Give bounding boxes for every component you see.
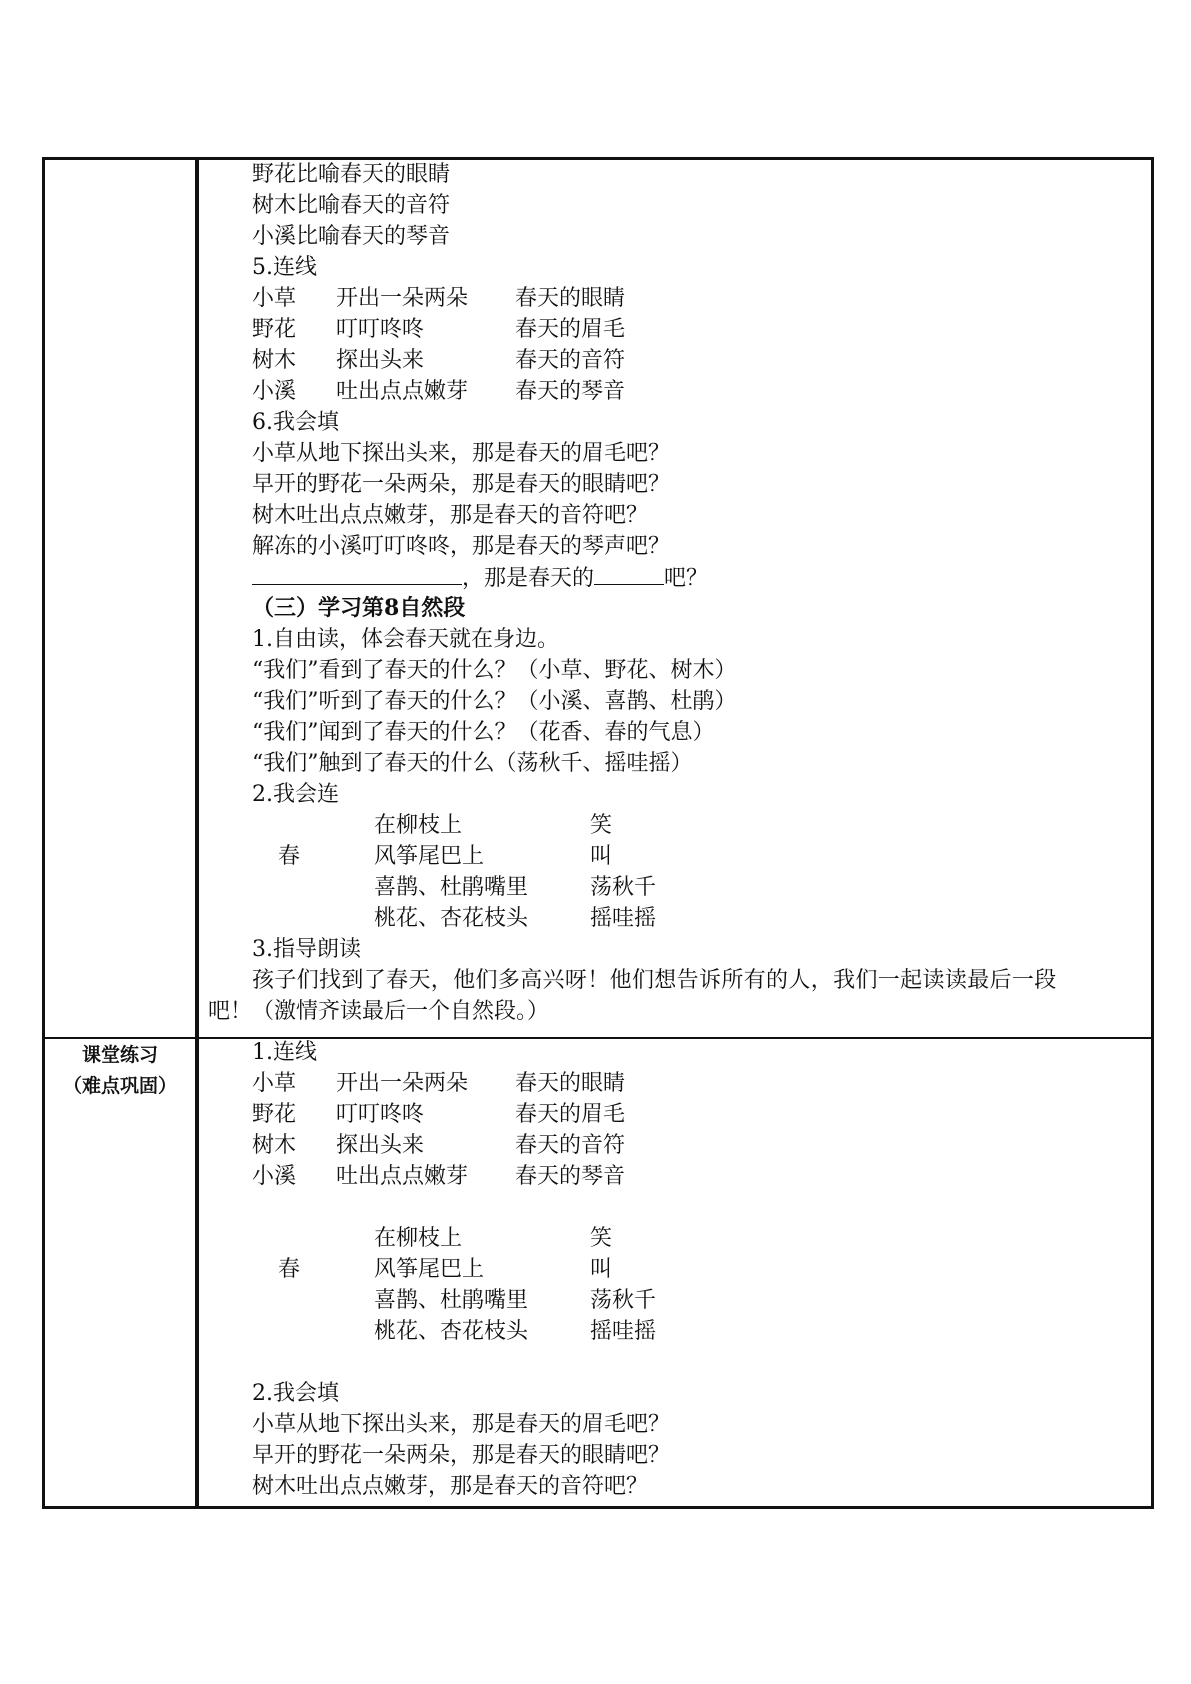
connect-action: 荡秋千 — [590, 1288, 657, 1313]
match-middle: 吐出点点嫩芽 — [336, 379, 469, 404]
text-line: “我们”触到了春天的什么（荡秋千、摇哇摇） — [252, 751, 693, 776]
fill-line: 早开的野花一朵两朵，那是春天的眼睛吧？ — [252, 472, 671, 497]
fill-line: 早开的野花一朵两朵，那是春天的眼睛吧？ — [252, 1443, 671, 1468]
text-line: 野花比喻春天的眼睛 — [252, 162, 451, 187]
match-middle: 开出一朵两朵 — [336, 286, 469, 311]
text-line: 树木比喻春天的音符 — [252, 193, 451, 218]
connect-action: 笑 — [590, 1226, 613, 1251]
match-left: 野花 — [252, 1102, 297, 1127]
match-right: 春天的眼睛 — [515, 1071, 626, 1096]
match-left: 树木 — [252, 1133, 297, 1158]
text-line: “我们”看到了春天的什么？（小草、野花、树木） — [252, 658, 737, 683]
match-middle: 探出头来 — [336, 1133, 425, 1158]
connect-action: 摇哇摇 — [590, 906, 657, 931]
answer-blank[interactable] — [252, 562, 462, 585]
fill-line: 小草从地下探出头来，那是春天的眉毛吧？ — [252, 441, 671, 466]
match-middle: 叮叮咚咚 — [336, 317, 425, 342]
connect-action: 笑 — [590, 813, 613, 838]
connect-place: 桃花、杏花枝头 — [374, 906, 529, 931]
answer-blank[interactable] — [594, 562, 664, 585]
fill-line: 树木吐出点点嫩芽，那是春天的音符吧？ — [252, 1474, 649, 1499]
column-divider-inner — [198, 160, 199, 1506]
section-heading: （三）学习第8自然段 — [252, 595, 466, 621]
match-right: 春天的琴音 — [515, 379, 626, 404]
text-line: “我们”闻到了春天的什么？（花香、春的气息） — [252, 720, 715, 745]
connect-spring: 春 — [278, 844, 301, 869]
match-right: 春天的音符 — [515, 1133, 626, 1158]
match-right: 春天的眼睛 — [515, 286, 626, 311]
connect-action: 叫 — [590, 844, 613, 869]
fill-line: 小草从地下探出头来，那是春天的眉毛吧？ — [252, 1412, 671, 1437]
exercise-title: 6.我会填 — [252, 410, 339, 435]
connect-place: 桃花、杏花枝头 — [374, 1319, 529, 1344]
match-middle: 开出一朵两朵 — [336, 1071, 469, 1096]
connect-spring: 春 — [278, 1257, 301, 1282]
connect-place: 在柳枝上 — [374, 813, 463, 838]
connect-place: 在柳枝上 — [374, 1226, 463, 1251]
row-divider — [45, 1037, 1151, 1039]
fill-line: 树木吐出点点嫩芽，那是春天的音符吧？ — [252, 503, 649, 528]
match-right: 春天的眉毛 — [515, 1102, 626, 1127]
paragraph-line: 吧！（激情齐读最后一个自然段。） — [208, 999, 550, 1024]
match-right: 春天的眉毛 — [515, 317, 626, 342]
match-left: 小溪 — [252, 1164, 297, 1189]
connect-action: 荡秋千 — [590, 875, 657, 900]
exercise-title: 2.我会填 — [252, 1381, 339, 1406]
match-left: 小草 — [252, 1071, 297, 1096]
connect-action: 叫 — [590, 1257, 613, 1282]
exercise-title: 1.连线 — [252, 1040, 317, 1065]
fill-line: 解冻的小溪叮叮咚咚，那是春天的琴声吧？ — [252, 534, 671, 559]
practice-label — [45, 1040, 195, 1102]
match-right: 春天的音符 — [515, 348, 626, 373]
match-right: 春天的琴音 — [515, 1164, 626, 1189]
text-line: “我们”听到了春天的什么？（小溪、喜鹊、杜鹃） — [252, 689, 737, 714]
exercise-title: 3.指导朗读 — [252, 937, 361, 962]
text-line: 小溪比喻春天的琴音 — [252, 224, 451, 249]
blank-end-text: 吧？ — [664, 566, 709, 591]
connect-action: 摇哇摇 — [590, 1319, 657, 1344]
connect-place: 喜鹊、杜鹃嘴里 — [374, 1288, 529, 1313]
match-left: 野花 — [252, 317, 297, 342]
connect-place: 喜鹊、杜鹃嘴里 — [374, 875, 529, 900]
connect-place: 风筝尾巴上 — [374, 1257, 485, 1282]
exercise-title: 2.我会连 — [252, 782, 339, 807]
blank-fill-line — [252, 562, 708, 594]
match-left: 小溪 — [252, 379, 297, 404]
practice-label-line2: （难点巩固） — [62, 1075, 177, 1097]
blank-mid-text: ，那是春天的 — [462, 566, 595, 591]
exercise-title: 5.连线 — [252, 255, 317, 280]
match-left: 树木 — [252, 348, 297, 373]
text-line: 1.自由读，体会春天就在身边。 — [252, 627, 559, 652]
practice-label-line1: 课堂练习 — [81, 1044, 158, 1066]
paragraph-line: 孩子们找到了春天，他们多高兴呀！他们想告诉所有的人，我们一起读读最后一段 — [252, 968, 1057, 993]
match-left: 小草 — [252, 286, 297, 311]
match-middle: 吐出点点嫩芽 — [336, 1164, 469, 1189]
connect-place: 风筝尾巴上 — [374, 844, 485, 869]
match-middle: 探出头来 — [336, 348, 425, 373]
match-middle: 叮叮咚咚 — [336, 1102, 425, 1127]
